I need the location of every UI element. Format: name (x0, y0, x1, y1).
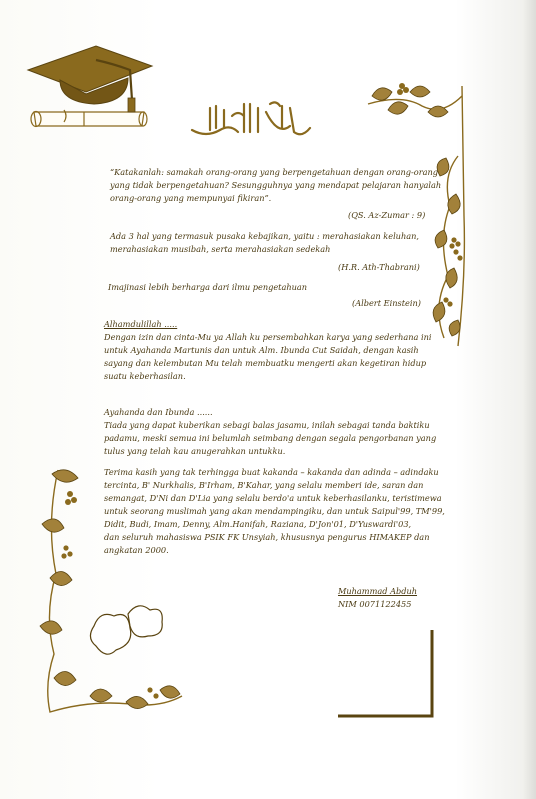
dedication-1-line: Dengan izin dan cinta-Mu ya Allah ku persembahkan karya yang sederhana ini (104, 332, 432, 342)
dedication-1-line: sayang dan kelembutan Mu telah membuatku mengerti akan kegetiran hidup (104, 358, 427, 368)
signature-nim: NIM 0071122455 (338, 599, 412, 609)
dedication-1-line: suatu keberhasilan. (104, 371, 186, 381)
quote-2-source: (H.R. Ath-Thabrani) (338, 262, 420, 272)
quote-1 (110, 166, 441, 205)
quote-3-source: (Albert Einstein) (352, 298, 421, 308)
quote-1-line: orang-orang yang mempunyai fikiran”. (110, 193, 272, 203)
thanks-line: dan seluruh mahasiswa PSIK FK Unsyiah, khususnya pengurus HIMAKEP dan (104, 532, 430, 542)
dedication-2 (104, 406, 436, 458)
dedication-2-line: Tiada yang dapat kuberikan sebagi balas jasamu, inilah sebagai tanda baktiku (104, 420, 430, 430)
thanks-line: tercinta, B' Nurkhalis, B'Irham, B'Kahar, yang selalu memberi ide, saran dan (104, 480, 424, 490)
dedication-1-line: untuk Ayahanda Martunis dan untuk Alm. Ibunda Cut Saidah, dengan kasih (104, 345, 419, 355)
dedication-2-line: tulus yang telah kau anugerahkan untukku. (104, 446, 286, 456)
signature-name: Muhammad Abduh (338, 586, 418, 596)
quote-2 (110, 230, 419, 256)
quote-3-line: Imajinasi lebih berharga dari ilmu pengetahuan (108, 282, 308, 292)
quote-2-line: Ada 3 hal yang termasuk pusaka kebajikan, yaitu : merahasiakan keluhan, (110, 231, 419, 241)
thanks-line: Terima kasih yang tak terhingga buat kakanda – kakanda dan adinda – adindaku (104, 467, 439, 477)
thanks-paragraph (104, 466, 445, 557)
dedication-1-heading: Alhamdulillah ..... (104, 319, 178, 329)
bismillah-calligraphy (186, 98, 314, 142)
quote-1-line: “Katakanlah: samakah orang-orang yang berpengetahuan dengan orang-orang (110, 167, 439, 177)
dedication-1 (104, 318, 432, 383)
thanks-line: Didit, Budi, Imam, Denny, Alm.Hanifah, Raziana, D'Jon'01, D'Yuswardi'03, (104, 519, 412, 529)
corner-bracket-ornament (336, 628, 438, 720)
dedication-2-heading: Ayahanda dan Ibunda ...... (104, 407, 213, 417)
thanks-line: untuk seorang muslimah yang akan mendampingiku, dan untuk Saipul'99, TM'99, (104, 506, 445, 516)
page-edge-shadow (522, 0, 536, 799)
thanks-line: angkatan 2000. (104, 545, 169, 555)
quote-3 (108, 281, 307, 294)
quote-1-source: (QS. Az-Zumar : 9) (348, 210, 426, 220)
dedication-2-line: padamu, meski semua ini belumlah seimbang dengan segala pengorbanan yang (104, 433, 437, 443)
thanks-line: semangat, D'Ni dan D'Lia yang selalu berdo'a untuk keberhasilanku, teristimewa (104, 493, 442, 503)
quote-2-line: merahasiakan musibah, serta merahasiakan sedekah (110, 244, 331, 254)
graduation-cap-icon (24, 40, 164, 140)
quote-1-line: yang tidak berpengetahuan? Sesungguhnya yang mendapat pelajaran hanyalah (110, 180, 442, 190)
